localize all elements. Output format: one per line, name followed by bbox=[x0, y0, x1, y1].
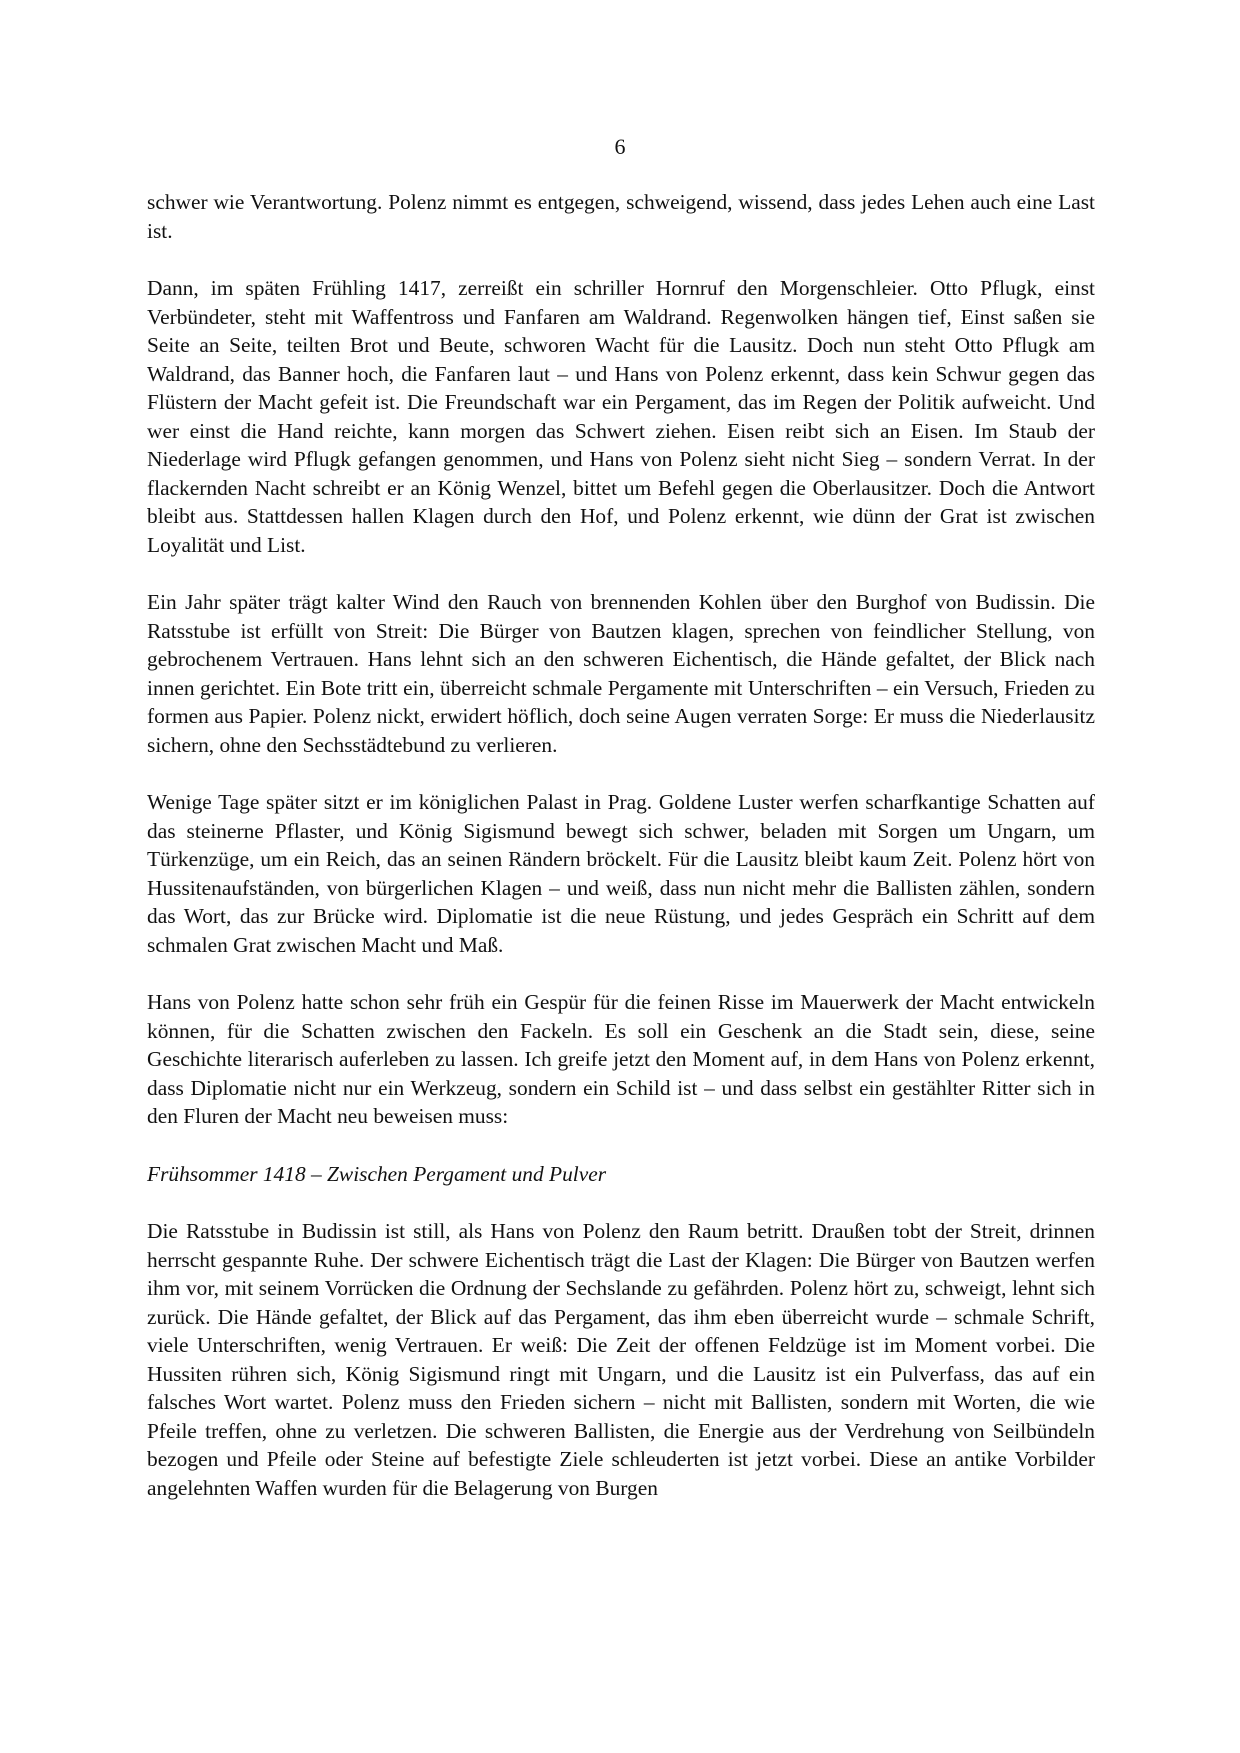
paragraph: Wenige Tage später sitzt er im königlichen Palast in Prag. Goldene Luster werfen scharfkantige Schatten auf das steinerne Pflaster, und König Sigismund bewegt sich schwer, beladen mit Sorgen um Ungarn, um Türkenzüge, um ein Reich, das an seinen Rändern bröckelt. Für die Lausitz bleibt kaum Zeit. Polenz hört von Hussitenaufständen, von bürgerlichen Klagen – und weiß, dass nun nicht mehr die Ballisten zählen, sondern das Wort, das zur Brücke wird. Diplomatie ist die neue Rüstung, und jedes Gespräch ein Schritt auf dem schmalen Grat zwischen Macht und Maß. bbox=[147, 790, 1095, 957]
body-text bbox=[147, 188, 1095, 1502]
section-heading: Frühsommer 1418 – Zwischen Pergament und Pulver bbox=[147, 1161, 607, 1186]
paragraph: Die Ratsstube in Budissin ist still, als Hans von Polenz den Raum betritt. Draußen tobt der Streit, drinnen herrscht gespannte Ruhe. Der schwere Eichentisch trägt die Last der Klagen: Die Bürger von Bautzen werfen ihm vor, mit seinem Vorrücken die Ordnung der Sechslande zu gefährden. Polenz hört zu, schweigt, lehnt sich zurück. Die Hände gefaltet, der Blick auf das Pergament, das ihm eben überreicht wurde – schmale Schrift, viele Unterschriften, wenig Vertrauen. Er weiß: Die Zeit der offenen Feldzüge ist im Moment vorbei. Die Hussiten rühren sich, König Sigismund ringt mit Ungarn, und die Lausitz ist ein Pulverfass, das auf ein falsches Wort wartet. Polenz muss den Frieden sichern – nicht mit Ballisten, sondern mit Worten, die wie Pfeile treffen, ohne zu verletzen. Die schweren Ballisten, die Energie aus der Verdrehung von Seilbündeln bezogen und Pfeile oder Steine auf befestigte Ziele schleuderten ist jetzt vorbei. Diese an antike Vorbilder angelehnten Waffen wurden für die Belagerung von Burgen bbox=[147, 1219, 1095, 1500]
paragraph: Hans von Polenz hatte schon sehr früh ein Gespür für die feinen Risse im Mauerwerk der Macht entwickeln können, für die Schatten zwischen den Fackeln. Es soll ein Geschenk an die Stadt sein, diese, seine Geschichte literarisch auferleben zu lassen. Ich greife jetzt den Moment auf, in dem Hans von Polenz erkennt, dass Diplomatie nicht nur ein Werkzeug, sondern ein Schild ist – und dass selbst ein gestählter Ritter sich in den Fluren der Macht neu beweisen muss: bbox=[147, 990, 1095, 1128]
paragraph: schwer wie Verantwortung. Polenz nimmt es entgegen, schweigend, wissend, dass jedes Lehen auch eine Last ist. bbox=[147, 190, 1095, 243]
page-number: 6 bbox=[614, 134, 626, 159]
paragraph: Ein Jahr später trägt kalter Wind den Rauch von brennenden Kohlen über den Burghof von Budissin. Die Ratsstube ist erfüllt von Streit: Die Bürger von Bautzen klagen, sprechen von feindlicher Stellung, von gebrochenem Vertrauen. Hans lehnt sich an den schweren Eichentisch, die Hände gefaltet, der Blick nach innen gerichtet. Ein Bote tritt ein, überreicht schmale Pergamente mit Unterschriften – ein Versuch, Frieden zu formen aus Papier. Polenz nickt, erwidert höflich, doch seine Augen verraten Sorge: Er muss die Niederlausitz sichern, ohne den Sechsstädtebund zu verlieren. bbox=[147, 590, 1095, 757]
paragraph: Dann, im späten Frühling 1417, zerreißt ein schriller Hornruf den Morgenschleier. Otto Pflugk, einst Verbündeter, steht mit Waffentross und Fanfaren am Waldrand. Regenwolken hängen tief, Einst saßen sie Seite an Seite, teilten Brot und Beute, schworen Wacht für die Lausitz. Doch nun steht Otto Pflugk am Waldrand, das Banner hoch, die Fanfaren laut – und Hans von Polenz erkennt, dass kein Schwur gegen das Flüstern der Macht gefeit ist. Die Freundschaft war ein Pergament, das im Regen der Politik aufweicht. Und wer einst die Hand reichte, kann morgen das Schwert ziehen. Eisen reibt sich an Eisen. Im Staub der Niederlage wird Pflugk gefangen genommen, und Hans von Polenz sieht nicht Sieg – sondern Verrat. In der flackernden Nacht schreibt er an König Wenzel, bittet um Befehl gegen die Oberlausitzer. Doch die Antwort bleibt aus. Stattdessen hallen Klagen durch den Hof, und Polenz erkennt, wie dünn der Grat ist zwischen Loyalität und List. bbox=[147, 276, 1095, 557]
